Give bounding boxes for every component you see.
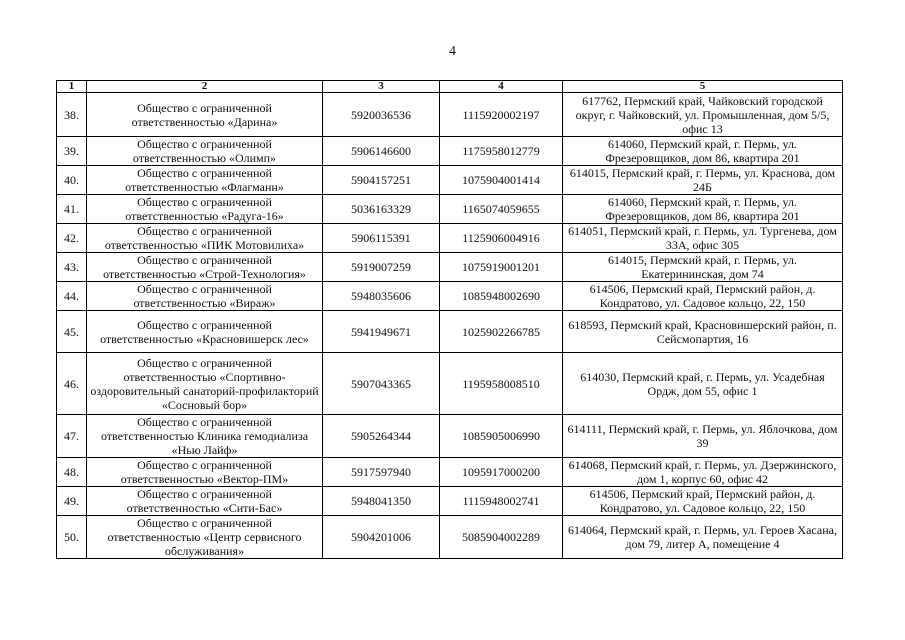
address-cell: 614068, Пермский край, г. Пермь, ул. Дзержинского, дом 1, корпус 60, офис 42 <box>563 458 843 487</box>
table-row <box>57 353 843 415</box>
address-cell: 614506, Пермский край, Пермский район, д. Кондратово, ул. Садовое кольцо, 22, 150 <box>563 282 843 311</box>
inn-cell: 5919007259 <box>323 253 440 282</box>
org-name-cell: Общество с ограниченной ответственностью «Красновишерск лес» <box>87 311 323 353</box>
column-header: 3 <box>323 81 440 93</box>
table-body <box>57 93 843 559</box>
org-name-cell: Общество с ограниченной ответственностью «Олимп» <box>87 137 323 166</box>
inn-cell: 5920036536 <box>323 93 440 137</box>
column-header: 5 <box>563 81 843 93</box>
row-number: 44. <box>57 282 87 311</box>
table-row <box>57 516 843 559</box>
table-row <box>57 487 843 516</box>
column-header: 2 <box>87 81 323 93</box>
row-number: 42. <box>57 224 87 253</box>
row-number: 49. <box>57 487 87 516</box>
address-cell: 614051, Пермский край, г. Пермь, ул. Тургенева, дом 33А, офис 305 <box>563 224 843 253</box>
ogrn-cell: 1075919001201 <box>440 253 563 282</box>
ogrn-cell: 1025902266785 <box>440 311 563 353</box>
address-cell: 614015, Пермский край, г. Пермь, ул. Краснова, дом 24Б <box>563 166 843 195</box>
org-name-cell: Общество с ограниченной ответственностью «Центр сервисного обслуживания» <box>87 516 323 559</box>
inn-cell: 5941949671 <box>323 311 440 353</box>
column-header: 1 <box>57 81 87 93</box>
address-cell: 614060, Пермский край, г. Пермь, ул. Фрезеровщиков, дом 86, квартира 201 <box>563 195 843 224</box>
row-number: 48. <box>57 458 87 487</box>
table-row <box>57 93 843 137</box>
address-cell: 614030, Пермский край, г. Пермь, ул. Усадебная Ордж, дом 55, офис 1 <box>563 353 843 415</box>
org-name-cell: Общество с ограниченной ответственностью «Флагманн» <box>87 166 323 195</box>
org-name-cell: Общество с ограниченной ответственностью «Спортивно-оздоровительный санаторий-профилакторий «Сосновый бор» <box>87 353 323 415</box>
inn-cell: 5904201006 <box>323 516 440 559</box>
table-row <box>57 166 843 195</box>
inn-cell: 5948035606 <box>323 282 440 311</box>
registry-table <box>56 80 843 559</box>
row-number: 38. <box>57 93 87 137</box>
ogrn-cell: 1115948002741 <box>440 487 563 516</box>
org-name-cell: Общество с ограниченной ответственностью «Радуга-16» <box>87 195 323 224</box>
org-name-cell: Общество с ограниченной ответственностью «Сити-Бас» <box>87 487 323 516</box>
row-number: 40. <box>57 166 87 195</box>
address-cell: 614060, Пермский край, г. Пермь, ул. Фрезеровщиков, дом 86, квартира 201 <box>563 137 843 166</box>
row-number: 43. <box>57 253 87 282</box>
org-name-cell: Общество с ограниченной ответственностью «Вираж» <box>87 282 323 311</box>
table-header-row <box>57 81 843 93</box>
table-row <box>57 137 843 166</box>
inn-cell: 5906115391 <box>323 224 440 253</box>
column-header: 4 <box>440 81 563 93</box>
org-name-cell: Общество с ограниченной ответственностью Клиника гемодиализа «Нью Лайф» <box>87 415 323 458</box>
table-row <box>57 253 843 282</box>
ogrn-cell: 1165074059655 <box>440 195 563 224</box>
ogrn-cell: 1115920002197 <box>440 93 563 137</box>
org-name-cell: Общество с ограниченной ответственностью «ПИК Мотовилиха» <box>87 224 323 253</box>
address-cell: 614111, Пермский край, г. Пермь, ул. Яблочкова, дом 39 <box>563 415 843 458</box>
address-cell: 618593, Пермский край, Красновишерский район, п. Сейсмопартия, 16 <box>563 311 843 353</box>
ogrn-cell: 1085948002690 <box>440 282 563 311</box>
inn-cell: 5906146600 <box>323 137 440 166</box>
inn-cell: 5917597940 <box>323 458 440 487</box>
ogrn-cell: 5085904002289 <box>440 516 563 559</box>
ogrn-cell: 1075904001414 <box>440 166 563 195</box>
org-name-cell: Общество с ограниченной ответственностью «Строй-Технология» <box>87 253 323 282</box>
address-cell: 614506, Пермский край, Пермский район, д. Кондратово, ул. Садовое кольцо, 22, 150 <box>563 487 843 516</box>
table-row <box>57 195 843 224</box>
address-cell: 614064, Пермский край, г. Пермь, ул. Героев Хасана, дом 79, литер А, помещение 4 <box>563 516 843 559</box>
inn-cell: 5036163329 <box>323 195 440 224</box>
ogrn-cell: 1195958008510 <box>440 353 563 415</box>
table-row <box>57 458 843 487</box>
org-name-cell: Общество с ограниченной ответственностью «Вектор-ПМ» <box>87 458 323 487</box>
row-number: 45. <box>57 311 87 353</box>
table-row <box>57 224 843 253</box>
row-number: 39. <box>57 137 87 166</box>
ogrn-cell: 1125906004916 <box>440 224 563 253</box>
table-row <box>57 415 843 458</box>
inn-cell: 5948041350 <box>323 487 440 516</box>
row-number: 50. <box>57 516 87 559</box>
org-name-cell: Общество с ограниченной ответственностью «Дарина» <box>87 93 323 137</box>
ogrn-cell: 1175958012779 <box>440 137 563 166</box>
ogrn-cell: 1095917000200 <box>440 458 563 487</box>
inn-cell: 5905264344 <box>323 415 440 458</box>
inn-cell: 5907043365 <box>323 353 440 415</box>
address-cell: 617762, Пермский край, Чайковский городской округ, г. Чайковский, ул. Промышленная, дом 5/5, офис 13 <box>563 93 843 137</box>
ogrn-cell: 1085905006990 <box>440 415 563 458</box>
table-row <box>57 311 843 353</box>
inn-cell: 5904157251 <box>323 166 440 195</box>
row-number: 41. <box>57 195 87 224</box>
row-number: 46. <box>57 353 87 415</box>
address-cell: 614015, Пермский край, г. Пермь, ул. Екатерининская, дом 74 <box>563 253 843 282</box>
page-number: 4 <box>449 44 456 59</box>
row-number: 47. <box>57 415 87 458</box>
table-row <box>57 282 843 311</box>
